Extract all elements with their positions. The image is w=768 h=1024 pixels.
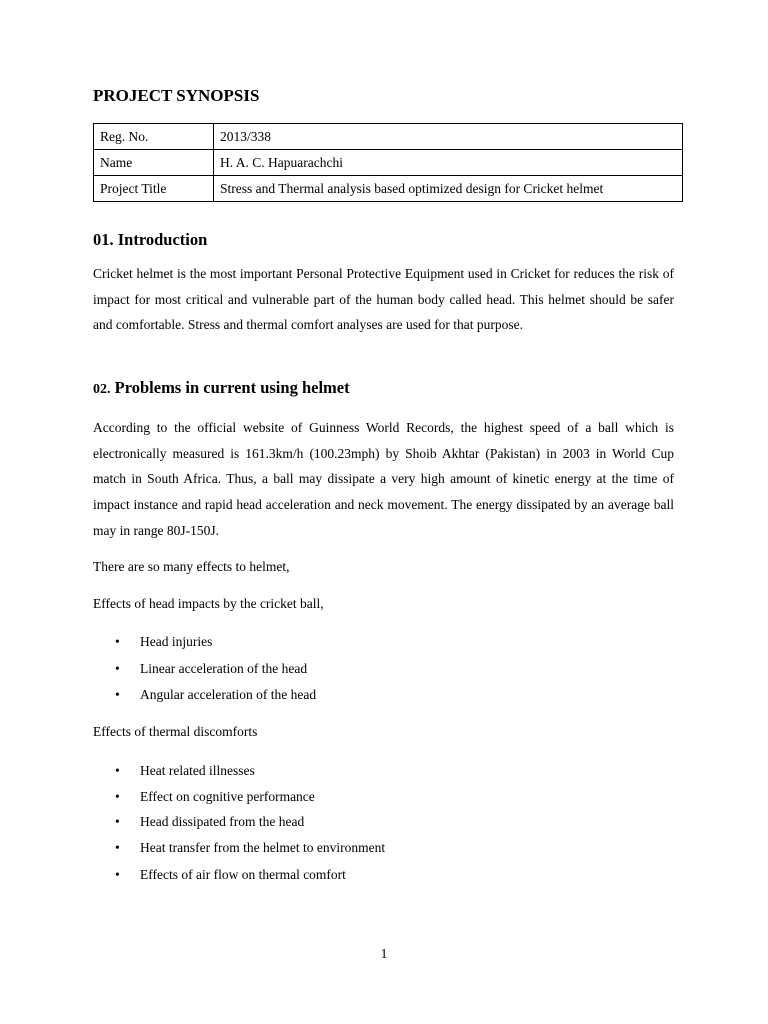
list-item: • Head injuries	[115, 634, 213, 649]
effects-intro: There are so many effects to helmet,	[93, 559, 290, 574]
list-item: • Heat transfer from the helmet to environment	[115, 840, 386, 855]
bullet-icon: •	[115, 634, 120, 649]
table-row	[94, 150, 683, 176]
table-label: Reg. No.	[94, 124, 214, 150]
list-item: • Effect on cognitive performance	[115, 789, 315, 804]
table-row	[94, 124, 683, 150]
page-number: 1	[380, 946, 388, 961]
table-value: 2013/338	[214, 124, 683, 150]
page-title: PROJECT SYNOPSIS	[93, 86, 260, 105]
section-number: 02.	[93, 382, 111, 397]
info-table	[93, 123, 683, 202]
thermal-label: Effects of thermal discomforts	[93, 724, 258, 739]
head-impacts-label: Effects of head impacts by the cricket ball,	[93, 596, 324, 611]
bullet-icon: •	[115, 660, 120, 676]
list-item: • Effects of air flow on thermal comfort	[115, 867, 346, 882]
table-value: Stress and Thermal analysis based optimized design for Cricket helmet	[214, 176, 683, 202]
bullet-icon: •	[115, 867, 120, 882]
head-impacts-list	[93, 634, 316, 703]
table-value: H. A. C. Hapuarachchi	[214, 150, 683, 176]
bullet-icon: •	[115, 814, 120, 829]
bullet-icon: •	[115, 687, 120, 702]
table-label: Name	[94, 150, 214, 176]
list-item: • Head dissipated from the head	[115, 814, 305, 829]
list-item: • Linear acceleration of the head	[115, 660, 308, 676]
table-label: Project Title	[94, 176, 214, 202]
section-heading-introduction: 01. Introduction	[93, 230, 208, 249]
list-item: • Angular acceleration of the head	[115, 687, 317, 702]
section-heading-text: Problems in current using helmet	[114, 378, 350, 397]
bullet-icon: •	[115, 763, 120, 778]
problems-paragraph: According to the official website of Guinness World Records, the highest speed of a ball which is electronically measured is 161.3km/h (100.23mph) by Shoib Akhtar (Pakistan) in 2003 in World Cup match in South Africa. Thus, a ball may dissipate a very high amount of kinetic energy at the time of impact instance and rapid head acceleration and neck movement. The energy dissipated by an average ball may in range 80J-150J.	[93, 420, 674, 538]
list-item: • Heat related illnesses	[115, 763, 255, 778]
introduction-paragraph: Cricket helmet is the most important Personal Protective Equipment used in Cricket for reduces the risk of impact for most critical and vulnerable part of the human body called head. This helmet should be safer and comfortable. Stress and thermal comfort analyses are used for that purpose.	[93, 266, 674, 333]
table-row	[94, 176, 683, 202]
bullet-icon: •	[115, 840, 120, 855]
bullet-icon: •	[115, 789, 120, 804]
section-heading-problems	[93, 378, 350, 398]
thermal-effects-list	[93, 763, 385, 883]
